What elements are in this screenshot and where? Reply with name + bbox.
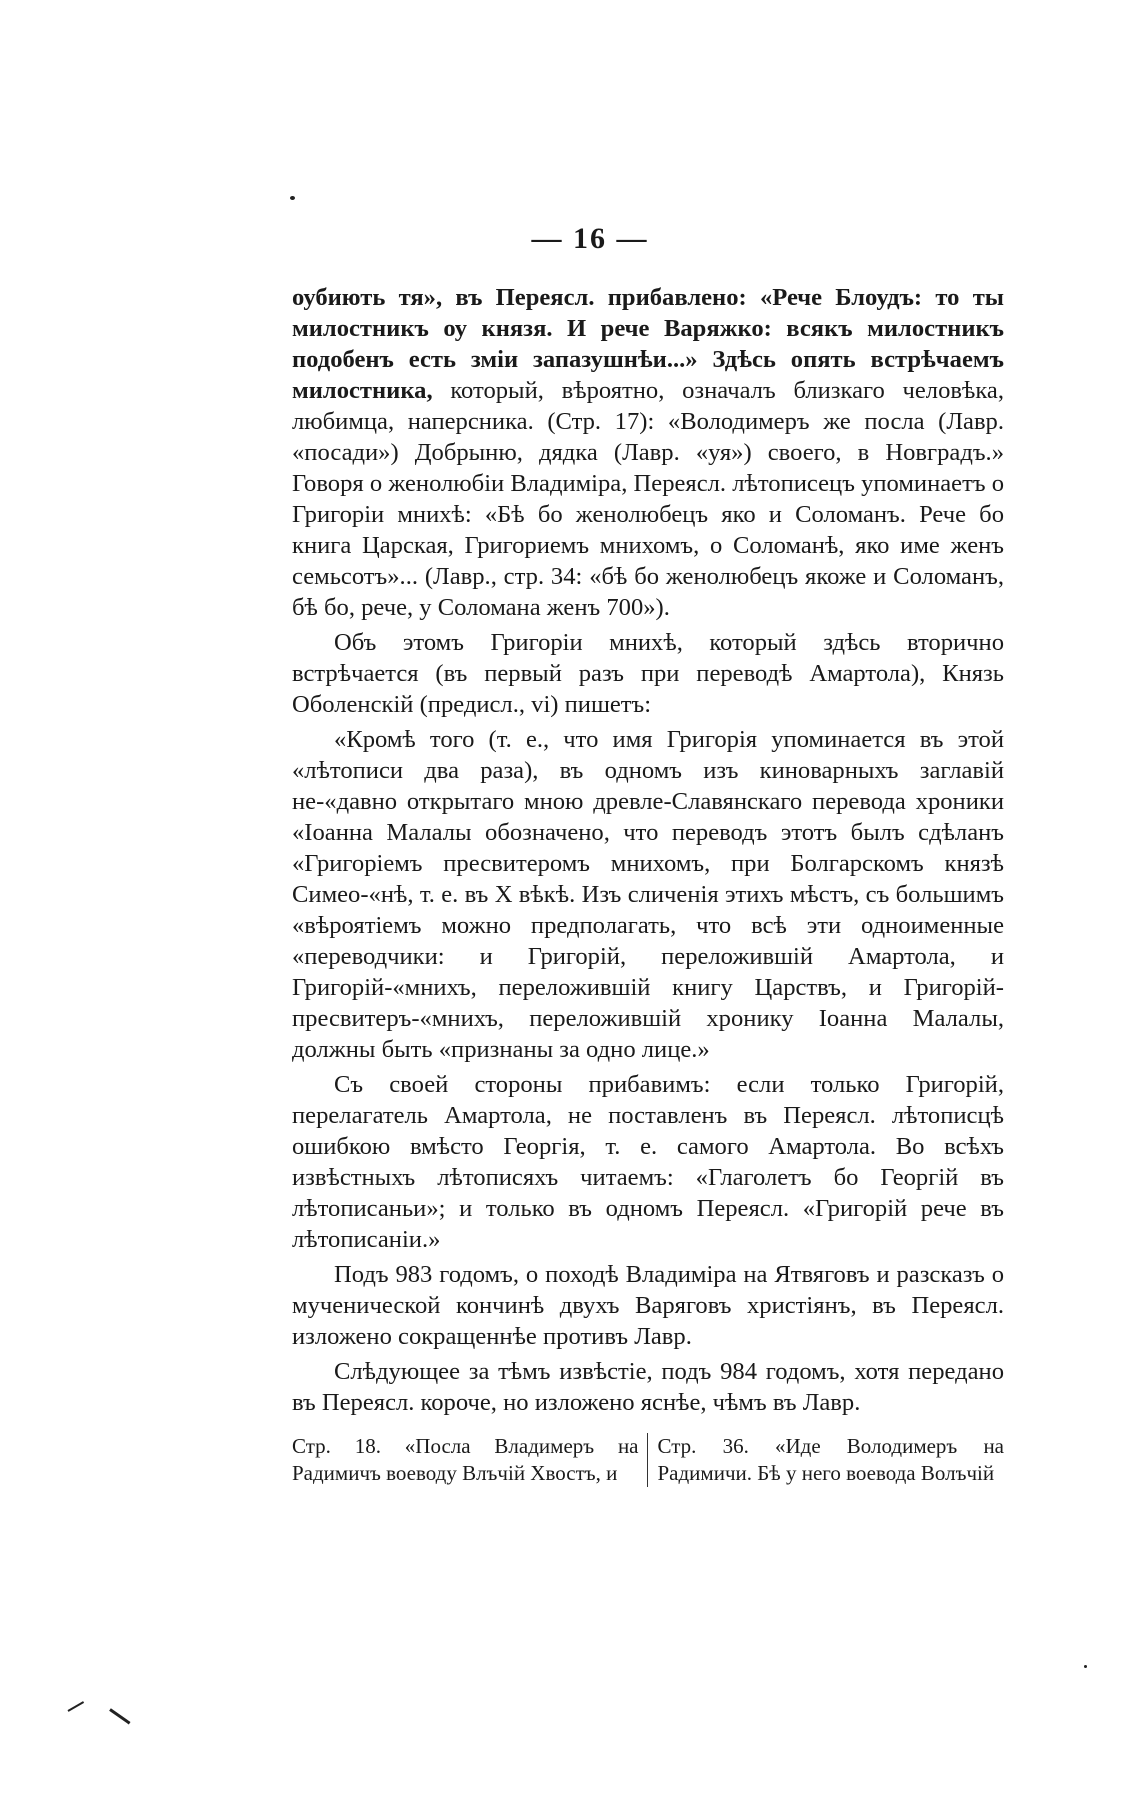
paragraph-5: Слѣдующее за тѣмъ извѣстіе, подъ 984 годомъ, хотя передано въ Переясл. короче, но изложено яснѣе, чѣмъ въ Лавр. (292, 1358, 1004, 1416)
paragraph-1-rest: который, вѣроятно, означалъ близкаго человѣка, любимца, наперсника. (Стр. 17): «Володимеръ же посла (Лавр. «посади») Добрыню, дядка (Лавр. «уя») своего, в Новградъ.» Говоря о женолюбіи Владиміра, Переясл. лѣтописецъ упоминаетъ о Григоріи мнихѣ: «Бѣ бо женолюбецъ яко и Соломанъ. Рече бо книга Царская, Григориемъ мнихомъ, о Соломанѣ, яко име женъ семьсотъ»... (Лавр., стр. 34: «бѣ бо женолюбецъ якоже и Соломанъ, бѣ бо, рече, у Соломана женъ 700»). (292, 377, 1004, 621)
footnote-right: Стр. 36. «Иде Володимеръ на Радимичи. Бѣ у него воевода Волъчій (657, 1434, 1004, 1485)
scan-speck (290, 196, 295, 200)
paragraph-1-lead: оубиють тя», въ Переясл. прибавлено: «Рече Блоудъ: то ты милостникъ оу князя. И рече Варяжко: всякъ милостникъ подобенъ есть зміи запазушнѣи...» Здѣсь опять встрѣчаемъ милостника, (292, 284, 1004, 404)
scan-speck (1084, 1665, 1087, 1668)
scan-scratch (68, 1701, 85, 1712)
page-number: — 16 — (531, 222, 649, 255)
paragraph-4: Подъ 983 годомъ, о походѣ Владиміра на Ятвяговъ и разсказъ о мученической кончинѣ двухъ Варяговъ христіянъ, въ Переясл. изложено сокращеннѣе противъ Лавр. (292, 1261, 1004, 1350)
quotation-block: «Кромѣ того (т. е., что имя Григорія упоминается въ этой «лѣтописи два раза), въ одномъ изъ киноварныхъ заглавій не-«давно открытаго мною древле-Славянскаго перевода хроники «Іоанна Малалы обозначено, что переводъ этотъ былъ сдѣланъ «Григоріемъ пресвитеромъ мнихомъ, при Болгарскомъ князѣ Симео-«нѣ, т. е. въ X вѣкѣ. Изъ сличенія этихъ мѣстъ, съ большимъ «вѣроятіемъ можно предполагать, что всѣ эти одноименные «переводчики: и Григорій, переложившій Амартола, и Григорій-«мнихъ, переложившій книгу Царствъ, и Григорій-пресвитеръ-«мнихъ, переложившій хронику Іоанна Малалы, должны быть «признаны за одно лице.» (292, 726, 1004, 1063)
footnote-left: Стр. 18. «Посла Владимеръ на Радимичъ воеводу Влъчій Хвостъ, и (292, 1433, 648, 1487)
paragraph-2: Объ этомъ Григоріи мнихѣ, который здѣсь вторично встрѣчается (въ первый разъ при переводѣ Амартола), Князь Оболенскій (предисл., vi) пишетъ: (292, 629, 1004, 718)
scan-scratch (109, 1708, 130, 1724)
paragraph-1 (292, 282, 1004, 623)
footnotes (292, 1433, 1004, 1487)
body-text (292, 282, 1004, 1422)
paragraph-3: Съ своей стороны прибавимъ: если только Григорій, перелагатель Амартола, не поставленъ въ Переясл. лѣтописцѣ ошибкою вмѣсто Георгія, т. е. самого Амартола. Во всѣхъ извѣстныхъ лѣтописяхъ читаемъ: «Глаголетъ бо Георгій въ лѣтописаньи»; и только въ одномъ Переясл. «Григорій рече въ лѣтописаніи.» (292, 1071, 1004, 1253)
